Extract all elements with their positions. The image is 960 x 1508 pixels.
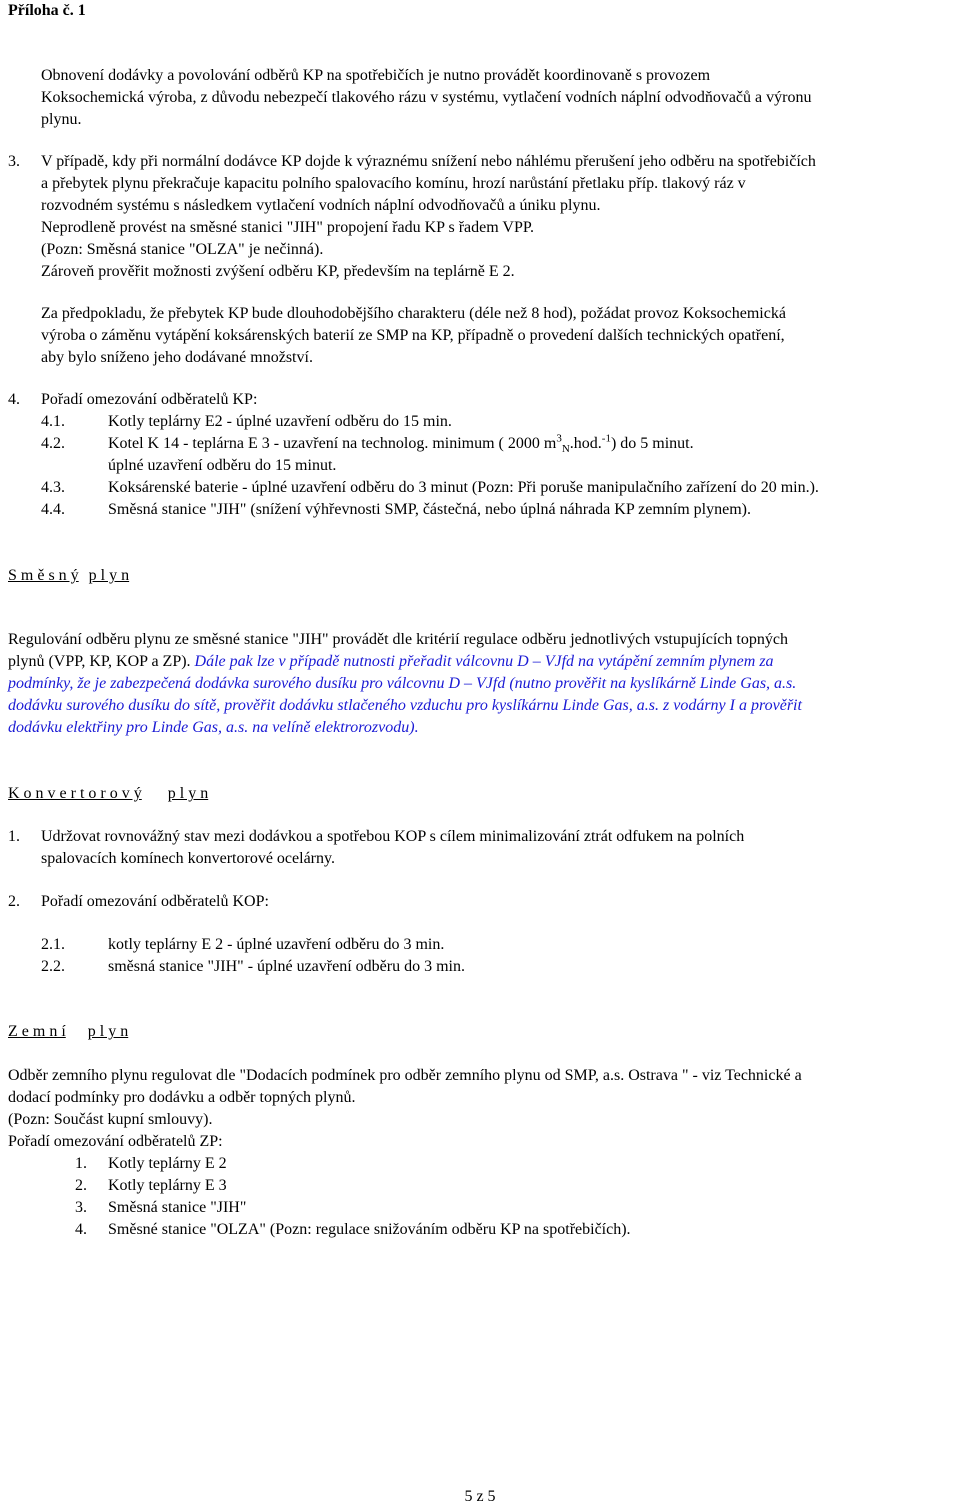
section-heading xyxy=(8,565,129,587)
sub-text-part: Kotel K 14 - teplárna E 3 - uzavření na technolog. minimum ( 2000 m xyxy=(108,435,557,452)
body-italic-line: dodávku surového dusíku do sítě, prověřit dodávku stlačeného vzduchu pro kyslíkárnu Linde Gas, a.s. z vodárny I a prověřit xyxy=(8,697,802,714)
superscript: -1 xyxy=(601,432,611,445)
intro-line: plynu. xyxy=(41,111,82,128)
subscript: N xyxy=(561,443,570,456)
intro-line: Koksochemická výroba, z důvodu nebezpečí tlakového rázu v systému, vytlačení vodních náplní odvodňovačů a výronu xyxy=(41,89,812,106)
item-3-line: a přebytek plynu překračuje kapacitu polního spalovacího komínu, hrozí narůstání přetlaku příp. tlakový ráz v xyxy=(41,175,746,192)
item-number: 2. xyxy=(8,893,20,910)
heading-word: p l y n xyxy=(167,785,209,802)
item-3-line: rozvodném systému s následkem vytlačení vodních náplní odvodňovačů a úniku plynu. xyxy=(41,197,601,214)
item-4-title: Pořadí omezování odběratelů KP: xyxy=(41,391,258,408)
sub-number: 4.3. xyxy=(41,479,65,496)
list-number: 3. xyxy=(75,1199,87,1216)
body-line: dodací podmínky pro dodávku a odběr topných plynů. xyxy=(8,1089,356,1106)
sub-text: směsná stanice "JIH" - úplné uzavření odběru do 3 min. xyxy=(108,958,465,975)
heading-word: p l y n xyxy=(87,1023,129,1040)
item-3-line: V případě, kdy při normální dodávce KP dojde k výraznému snížení nebo náhlému přerušení jeho odběru na spotřebičích xyxy=(41,153,816,170)
sub-text: Koksárenské baterie - úplné uzavření odběru do 3 minut (Pozn: Při poruše manipulačního zařízení do 20 min.). xyxy=(108,479,819,496)
item-number: 4. xyxy=(8,391,20,408)
body-text: plynů (VPP, KP, KOP a ZP). xyxy=(8,653,195,670)
item-3-line: (Pozn: Směsná stanice "OLZA" je nečinná). xyxy=(41,241,324,258)
list-number: 4. xyxy=(75,1221,87,1238)
item-number: 3. xyxy=(8,153,20,170)
intro-line: Obnovení dodávky a povolování odběrů KP na spotřebičích je nutno provádět koordinovaně s provozem xyxy=(41,67,711,84)
sub-number: 4.4. xyxy=(41,501,65,518)
sub-number: 4.1. xyxy=(41,413,65,430)
list-item: Směsná stanice "JIH" xyxy=(108,1199,247,1216)
konvertor-line: Udržovat rovnovážný stav mezi dodávkou a spotřebou KOP s cílem minimalizování ztrát odfukem na polních xyxy=(41,828,745,845)
sub-text-part: .hod. xyxy=(569,435,602,452)
body-italic-text: Dále pak lze v případě nutnosti přeřadit válcovnu D – VJfd na vytápění zemním plynem za xyxy=(194,653,774,670)
body-line: Pořadí omezování odběratelů ZP: xyxy=(8,1133,223,1150)
sub-number: 4.2. xyxy=(41,435,65,452)
heading-word: S m ě s n ý xyxy=(8,567,79,584)
list-item: Směsné stanice "OLZA" (Pozn: regulace snižováním odběru KP na spotřebičích). xyxy=(108,1221,631,1238)
sub-text: kotly teplárny E 2 - úplné uzavření odběru do 3 min. xyxy=(108,936,445,953)
body-line: Odběr zemního plynu regulovat dle "Dodacích podmínek pro odběr zemního plynu od SMP, a.s. Ostrava " - viz Technické a xyxy=(8,1067,802,1084)
sub-text: Kotly teplárny E2 - úplné uzavření odběru do 15 min. xyxy=(108,413,452,430)
section-heading xyxy=(8,1021,128,1043)
list-number: 2. xyxy=(75,1177,87,1194)
item-3-para2-line: aby bylo sníženo jeho dodávané množství. xyxy=(41,349,313,366)
page-header: Příloha č. 1 xyxy=(8,2,86,19)
item-3-line: Neprodleně provést na směsné stanici "JIH" propojení řadu KP s řadem VPP. xyxy=(41,219,534,236)
heading-word: K o n v e r t o r o v ý xyxy=(8,785,142,802)
sub-text xyxy=(108,433,694,455)
sub-text: Směsná stanice "JIH" (snížení výhřevnosti SMP, částečná, nebo úplná náhrada KP zemním plynem). xyxy=(108,501,751,518)
heading-word: p l y n xyxy=(88,567,130,584)
sub-number: 2.2. xyxy=(41,958,65,975)
sub-text: úplné uzavření odběru do 15 minut. xyxy=(108,457,337,474)
list-number: 1. xyxy=(75,1155,87,1172)
item-3-para2-line: výroba o záměnu vytápění koksárenských baterií ze SMP na KP, případně o provedení dalších technických opatření, xyxy=(41,327,785,344)
konvertor-line: spalovacích komínech konvertorové ocelárny. xyxy=(41,850,335,867)
item-3-para2-line: Za předpokladu, že přebytek KP bude dlouhodobějšího charakteru (déle než 8 hod), požádat provoz Koksochemická xyxy=(41,305,786,322)
body-line: (Pozn: Součást kupní smlouvy). xyxy=(8,1111,213,1128)
section-heading xyxy=(8,783,208,805)
body-line: Regulování odběru plynu ze směsné stanice "JIH" provádět dle kritérií regulace odběru jednotlivých vstupujících topných xyxy=(8,631,788,648)
superscript: 3 xyxy=(556,432,562,445)
heading-word: Z e m n í xyxy=(8,1023,66,1040)
list-item: Kotly teplárny E 3 xyxy=(108,1177,227,1194)
sub-text-part: ) do 5 minut. xyxy=(610,435,694,452)
page-number: 5 z 5 xyxy=(464,1488,496,1505)
item-3-line: Zároveň prověřit možnosti zvýšení odběru KP, především na teplárně E 2. xyxy=(41,263,515,280)
body-italic-line: podmínky, že je zabezpečená dodávka surového dusíku pro válcovnu D – VJfd (nutno prověřit na kyslíkárně Linde Gas, a.s. xyxy=(8,675,797,692)
item-number: 1. xyxy=(8,828,20,845)
list-item: Kotly teplárny E 2 xyxy=(108,1155,227,1172)
body-line xyxy=(8,651,774,673)
konvertor-title: Pořadí omezování odběratelů KOP: xyxy=(41,893,269,910)
sub-number: 2.1. xyxy=(41,936,65,953)
body-italic-line: dodávku elektřiny pro Linde Gas, a.s. na velíně elektrorozvodu). xyxy=(8,719,419,736)
